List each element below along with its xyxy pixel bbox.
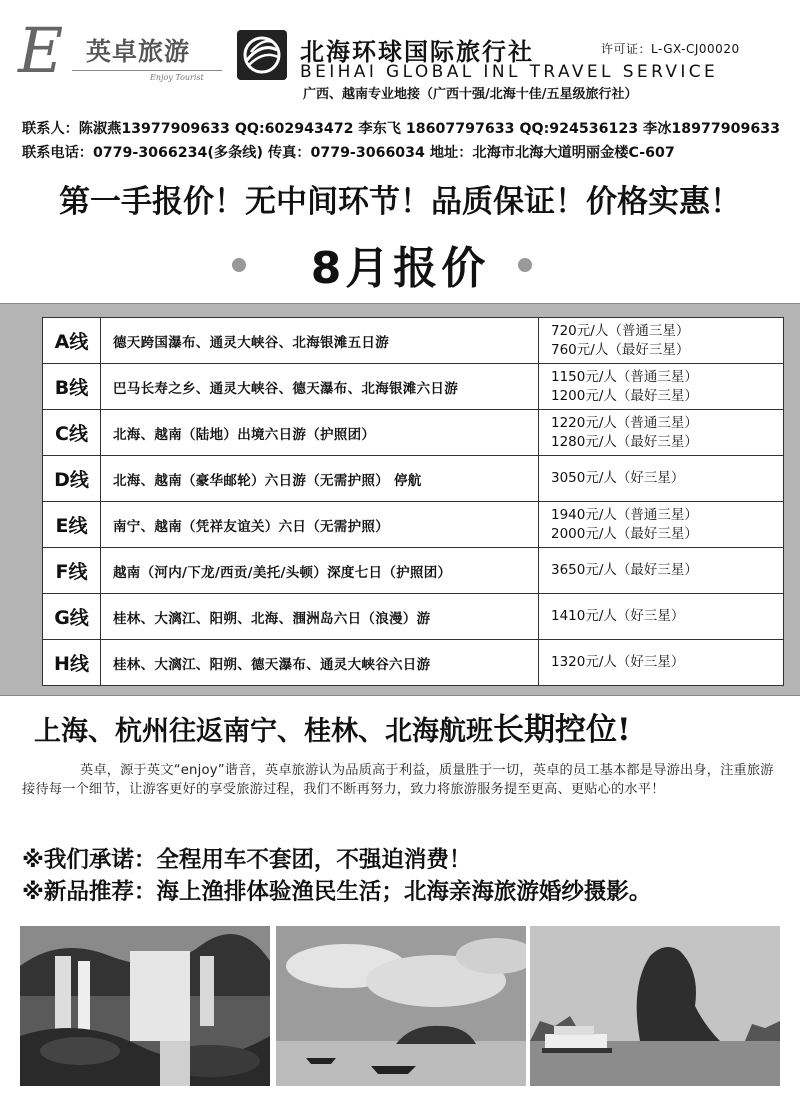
- contact-people: 联系人：陈淑燕13977909633 QQ:602943472 李东飞 18607797633 QQ:924536123 李冰18977909633: [22, 121, 780, 137]
- route-name: 巴马长寿之乡、通灵大峡谷、德天瀑布、北海银滩六日游: [101, 364, 539, 410]
- company-name-cn: 北海环球国际旅行社: [300, 38, 534, 66]
- route-price: 1150元/人（普通三星）: [551, 368, 698, 385]
- flight-banner-emphasis: 长期控位!: [493, 712, 631, 748]
- route-price-cell: [539, 640, 784, 686]
- brand-tagline: Enjoy Tourist: [150, 73, 204, 82]
- route-price: 1320元/人（好三星）: [551, 654, 685, 670]
- route-row: [43, 318, 784, 364]
- route-price: 3650元/人（最好三星）: [551, 562, 698, 578]
- route-code: D线: [43, 456, 101, 502]
- waterfall-image: [20, 926, 270, 1086]
- route-name: 北海、越南（豪华邮轮）六日游（无需护照） 停航: [101, 456, 539, 502]
- route-price: 720元/人（普通三星）: [551, 322, 690, 339]
- logo-letter: E: [18, 16, 64, 82]
- route-price: 1220元/人（普通三星）: [551, 414, 698, 431]
- headline: 第一手报价！无中间环节！品质保证！价格实惠！: [59, 184, 741, 220]
- route-row: [43, 502, 784, 548]
- route-name: 越南（河内/下龙/西贡/美托/头顿）深度七日（护照团）: [101, 548, 539, 594]
- bullet-dot-right: [518, 258, 532, 272]
- sea-rock-image: [276, 926, 526, 1086]
- company-intro: 英卓，源于英文“enjoy”谐音，英卓旅游认为品质高于利益，质量胜于一切，英卓的员工基本都是导游出身，注重旅游接待每一个细节，让游客更好的享受旅游过程，我们不断再努力，致力将旅游服务提至更高、更贴心的水平！: [22, 763, 774, 797]
- brand-logo-icon: [14, 16, 76, 82]
- price-table-body: [43, 318, 784, 686]
- route-row: [43, 594, 784, 640]
- halong-bay-photo: [530, 926, 780, 1086]
- route-price-cell: [539, 548, 784, 594]
- recommendation-line: ※新品推荐：海上渔排体验渔民生活；北海亲海旅游婚纱摄影。: [22, 879, 652, 905]
- route-name: 南宁、越南（凭祥友谊关）六日（无需护照）: [101, 502, 539, 548]
- route-row: [43, 364, 784, 410]
- brand-name: 英卓旅游: [86, 37, 191, 66]
- header: [0, 0, 800, 108]
- route-price-cell: [539, 502, 784, 548]
- route-price: 2000元/人（最好三星）: [551, 525, 698, 542]
- route-price: 3050元/人（好三星）: [551, 470, 685, 486]
- company-globe-icon: [237, 30, 287, 80]
- route-price-cell: [539, 410, 784, 456]
- company-name-en: BEIHAI GLOBAL INL TRAVEL SERVICE: [300, 62, 719, 82]
- brand-underline: [72, 70, 222, 71]
- route-name: 德天跨国瀑布、通灵大峡谷、北海银滩五日游: [101, 318, 539, 364]
- route-row: [43, 640, 784, 686]
- route-code: F线: [43, 548, 101, 594]
- route-price-cell: [539, 364, 784, 410]
- route-price-cell: [539, 318, 784, 364]
- route-row: [43, 410, 784, 456]
- route-price: 1940元/人（普通三星）: [551, 506, 698, 523]
- contact-phone-address: 联系电话：0779-3066234(多条线) 传真：0779-3066034 地址：北海市北海大道明丽金楼C-607: [22, 145, 675, 161]
- route-name: 桂林、大漓江、阳朔、德天瀑布、通灵大峡谷六日游: [101, 640, 539, 686]
- month-title: 8月报价: [310, 243, 490, 294]
- route-name: 桂林、大漓江、阳朔、北海、涠洲岛六日（浪漫）游: [101, 594, 539, 640]
- route-price: 760元/人（最好三星）: [551, 341, 690, 358]
- route-price-cell: [539, 456, 784, 502]
- waterfall-photo: [20, 926, 270, 1086]
- month-title-row: [0, 232, 800, 292]
- route-price: 1200元/人（最好三星）: [551, 387, 698, 404]
- license-number: 许可证：L-GX-CJ00020: [601, 42, 740, 56]
- route-code: B线: [43, 364, 101, 410]
- price-table: [42, 317, 784, 686]
- flight-banner: [34, 704, 631, 749]
- route-row: [43, 548, 784, 594]
- route-price: 1280元/人（最好三星）: [551, 433, 698, 450]
- halong-bay-image: [530, 926, 780, 1086]
- route-price-cell: [539, 594, 784, 640]
- price-section: [0, 303, 800, 696]
- route-code: G线: [43, 594, 101, 640]
- flight-banner-text: 上海、杭州往返南宁、桂林、北海航班: [34, 716, 493, 747]
- sea-rock-photo: [276, 926, 526, 1086]
- promise-line: ※我们承诺：全程用车不套团，不强迫消费！: [22, 847, 472, 873]
- route-code: H线: [43, 640, 101, 686]
- route-row: [43, 456, 784, 502]
- route-code: E线: [43, 502, 101, 548]
- route-code: A线: [43, 318, 101, 364]
- route-name: 北海、越南（陆地）出境六日游（护照团）: [101, 410, 539, 456]
- route-price: 1410元/人（好三星）: [551, 608, 685, 624]
- route-code: C线: [43, 410, 101, 456]
- company-slogan: 广西、越南专业地接（广西十强/北海十佳/五星级旅行社）: [303, 87, 638, 102]
